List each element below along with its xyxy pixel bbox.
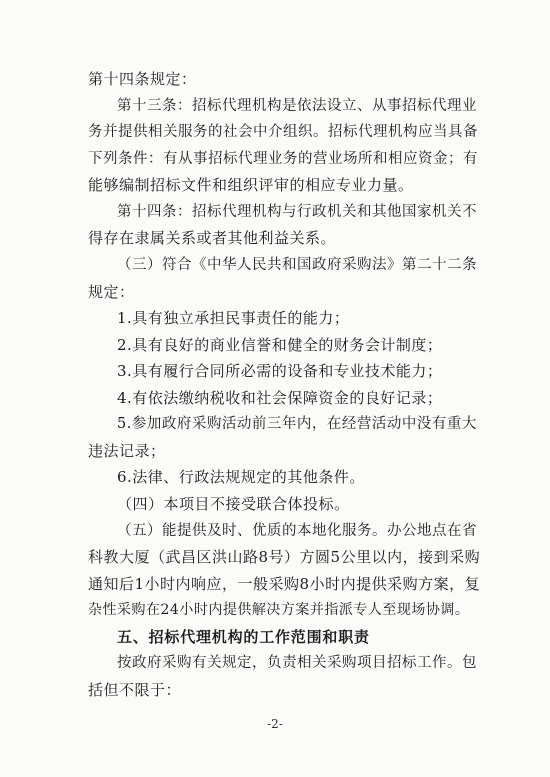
text-line: （四）本项目不接受联合体投标。: [117, 495, 350, 513]
text-line: （三）符合《中华人民共和国政府采购法》第二十二条: [117, 257, 477, 273]
text-line: 第十四条规定：: [88, 70, 197, 88]
text-line: 6.法律、行政法规规定的其他条件。: [117, 468, 365, 486]
text-line: 能够编制招标文件和组织评审的相应专业力量。: [88, 176, 414, 194]
text-line: 违法记录；: [88, 442, 166, 460]
text-line: 规定：: [88, 283, 135, 301]
text-line: 2.具有良好的商业信誉和健全的财务会计制度；: [117, 336, 443, 354]
text-line: 4.有依法缴纳税收和社会保障资金的良好记录；: [117, 389, 443, 407]
text-line: 按政府采购有关规定，负责相关采购项目招标工作。包: [117, 655, 477, 671]
text-line: 3.具有履行合同所必需的设备和专业技术能力；: [117, 362, 443, 380]
text-line: 科教大厦（武昌区洪山路8号）方圆5公里以内，接到采购: [88, 548, 481, 566]
text-line: 务并提供相关服务的社会中介组织。招标代理机构应当具备: [88, 124, 478, 140]
section-heading: 五、招标代理机构的工作范围和职责: [117, 628, 370, 646]
text-line: 通知后1小时内响应，一般采购8小时内提供采购方案，复: [88, 575, 481, 593]
text-line: 5.参加政府采购活动前三年内，在经营活动中没有重大: [117, 416, 477, 432]
page-number: -2-: [267, 717, 283, 731]
text-line: 1.具有独立承担民事责任的能力；: [117, 309, 350, 327]
text-line: 得存在隶属关系或者其他利益关系。: [88, 229, 337, 247]
text-line: 括但不限于：: [88, 681, 182, 699]
text-line: 下列条件：有从事招标代理业务的营业场所和相应资金；有: [88, 151, 478, 167]
text-line: 第十四条：招标代理机构与行政机关和其他国家机关不: [117, 204, 477, 220]
text-line: 杂性采购在24小时内提供解决方案并指派专人至现场协调。: [88, 602, 470, 618]
text-line: （五）能提供及时、优质的本地化服务。办公地点在省: [117, 523, 477, 539]
text-line: 第十三条：招标代理机构是依法设立、从事招标代理业: [117, 98, 477, 114]
